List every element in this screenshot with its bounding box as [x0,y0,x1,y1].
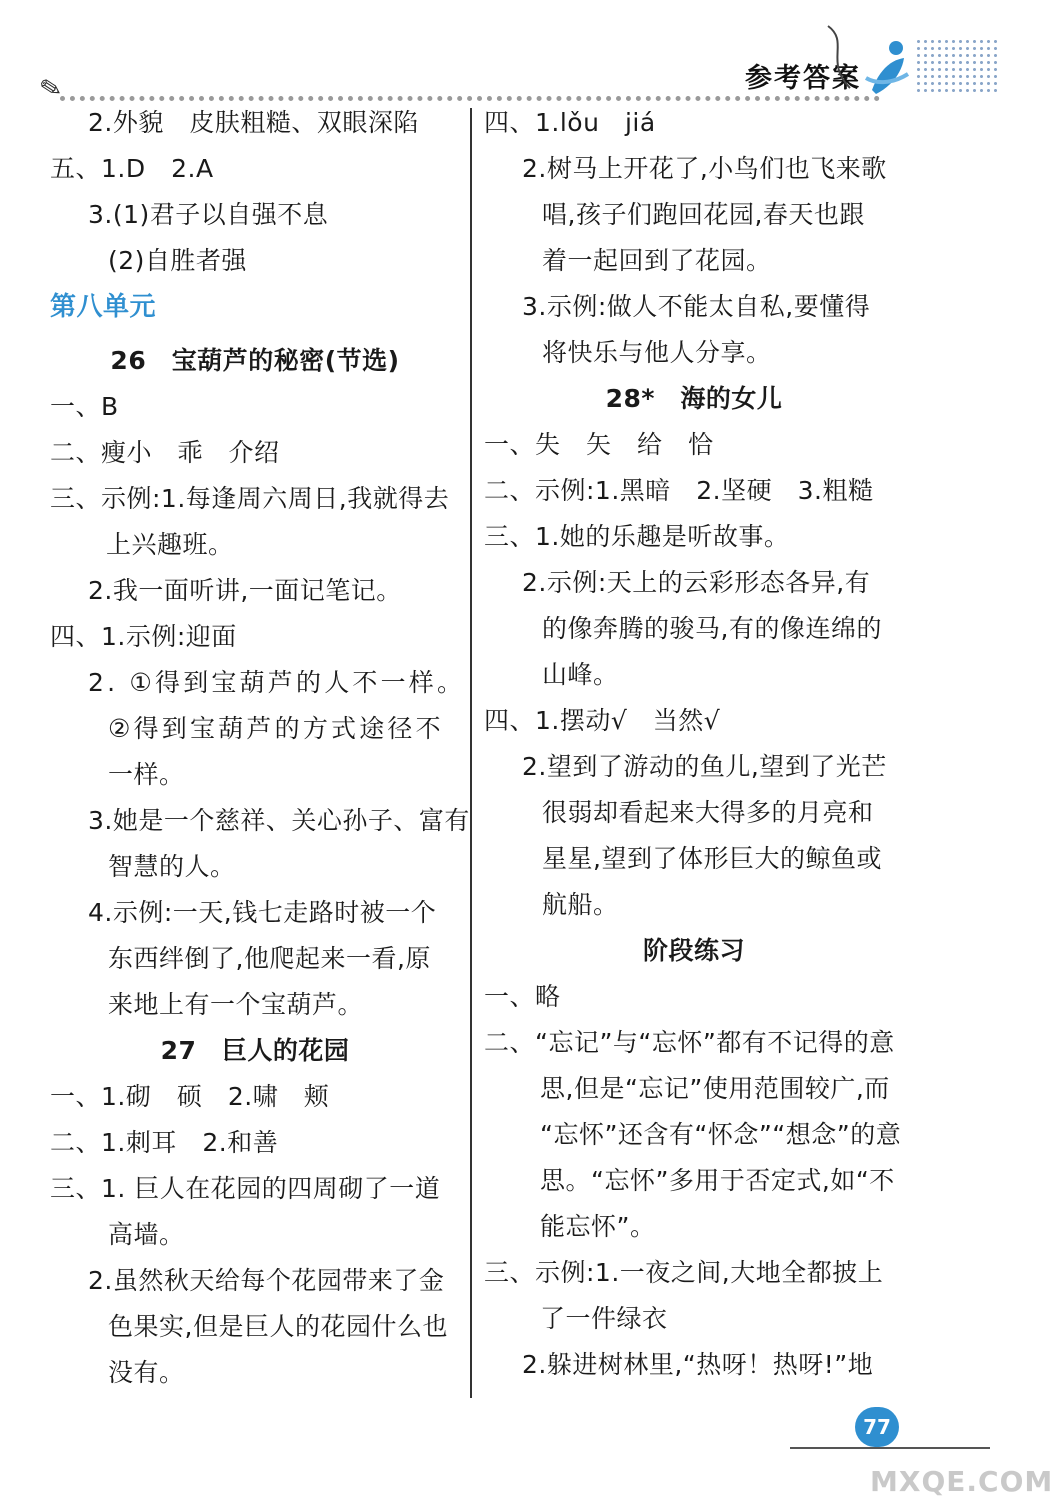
answer-line: 三、示例:1.每逢周六周日,我就得去 [50,484,450,513]
answer-column-right [484,100,904,1388]
answer-line: 色果实,但是巨人的花园什么也 [108,1312,448,1341]
lesson-heading: 28* 海的女儿 [605,384,783,413]
unit-heading: 第八单元 [50,292,157,322]
page-number-badge: 77 [855,1407,899,1447]
answer-line: 2.树马上开花了,小鸟们也飞来歌 [522,154,887,183]
answer-line: 四、1.摆动√ 当然√ [484,706,721,735]
answer-line: 2.我一面听讲,一面记笔记。 [88,576,402,605]
footer-rule [790,1447,990,1449]
column-divider [470,108,472,1398]
answer-line: 2. ①得到宝葫芦的人不一样。 [88,668,466,697]
reading-figure-icon [862,38,912,98]
answer-line: 没有。 [108,1358,185,1387]
answer-line: 3.她是一个慈祥、关心孙子、富有 [88,806,470,835]
answer-line: 2.示例:天上的云彩形态各异,有 [522,568,871,597]
answer-line: 东西绊倒了,他爬起来一看,原 [108,944,431,973]
answer-line: 很弱却看起来大得多的月亮和 [542,798,874,827]
answer-line: 山峰。 [542,660,619,689]
answer-line: 一、略 [484,982,561,1011]
answer-line: 智慧的人。 [108,852,236,881]
answer-line: 一、B [50,392,119,421]
answer-line: 2.外貌 皮肤粗糙、双眼深陷 [88,108,419,137]
answer-line: 四、1.lǒu jiá [484,108,656,137]
answer-line: 思,但是“忘记”使用范围较广,而 [540,1074,890,1103]
answer-line: 二、示例:1.黑暗 2.坚硬 3.粗糙 [484,476,874,505]
answer-column-left [50,100,470,1396]
pen-icon: ✎ [37,72,65,106]
answer-line: 了一件绿衣 [540,1304,668,1333]
lesson-heading: 27 巨人的花园 [160,1036,350,1065]
answer-line: 二、1.刺耳 2.和善 [50,1128,279,1157]
answer-line: 2.躲进树林里,“热呀！热呀!”地 [522,1350,874,1379]
answer-line: 2.虽然秋天给每个花园带来了金 [88,1266,445,1295]
answer-line: 2.望到了游动的鱼儿,望到了光芒 [522,752,887,781]
swirl-icon [820,22,860,92]
answer-line: 二、“忘记”与“忘怀”都有不记得的意 [484,1028,895,1057]
watermark-text: MXQE.COM [870,1465,1053,1498]
page-title: 参考答案 [745,63,861,94]
answer-line: 上兴趣班。 [106,530,234,559]
answer-line: 星星,望到了体形巨大的鲸鱼或 [542,844,882,873]
answer-line: 的像奔腾的骏马,有的像连绵的 [542,614,882,643]
answer-line: 航船。 [542,890,619,919]
answer-line: 三、1.她的乐趣是听故事。 [484,522,790,551]
lesson-heading: 26 宝葫芦的秘密(节选) [110,346,400,375]
page-header [0,0,1000,110]
answer-line: 二、瘦小 乖 介绍 [50,438,280,467]
answer-line: 3.(1)君子以自强不息 [88,200,329,229]
dot-grid-decoration [915,38,997,96]
answer-line: 将快乐与他人分享。 [542,338,772,367]
answer-line: “忘怀”还含有“怀念”“想念”的意 [540,1120,902,1149]
answer-line: 着一起回到了花园。 [542,246,772,275]
answer-line: 能忘怀”。 [540,1212,656,1241]
answer-line: 一、1.砌 硕 2.啸 颊 [50,1082,330,1111]
lesson-heading: 阶段练习 [642,936,745,965]
answer-line: 来地上有一个宝葫芦。 [108,990,364,1019]
answer-line: 三、示例:1.一夜之间,大地全都披上 [484,1258,884,1287]
answer-line: 唱,孩子们跑回花园,春天也跟 [542,200,865,229]
answer-line: 三、1. 巨人在花园的四周砌了一道 [50,1174,441,1203]
answer-line: 一、失 矢 给 恰 [484,430,714,459]
answer-line: (2)自胜者强 [108,246,247,275]
answer-line: 3.示例:做人不能太自私,要懂得 [522,292,871,321]
answer-line: 五、1.D 2.A [50,154,214,183]
answer-line: 一样。 [108,760,185,789]
answer-line: ②得到宝葫芦的方式途径不 [108,714,444,743]
answer-line: 思。“忘怀”多用于否定式,如“不 [540,1166,895,1195]
answer-line: 四、1.示例:迎面 [50,622,237,651]
answer-line: 高墙。 [108,1220,185,1249]
answer-line: 4.示例:一天,钱七走路时被一个 [88,898,437,927]
